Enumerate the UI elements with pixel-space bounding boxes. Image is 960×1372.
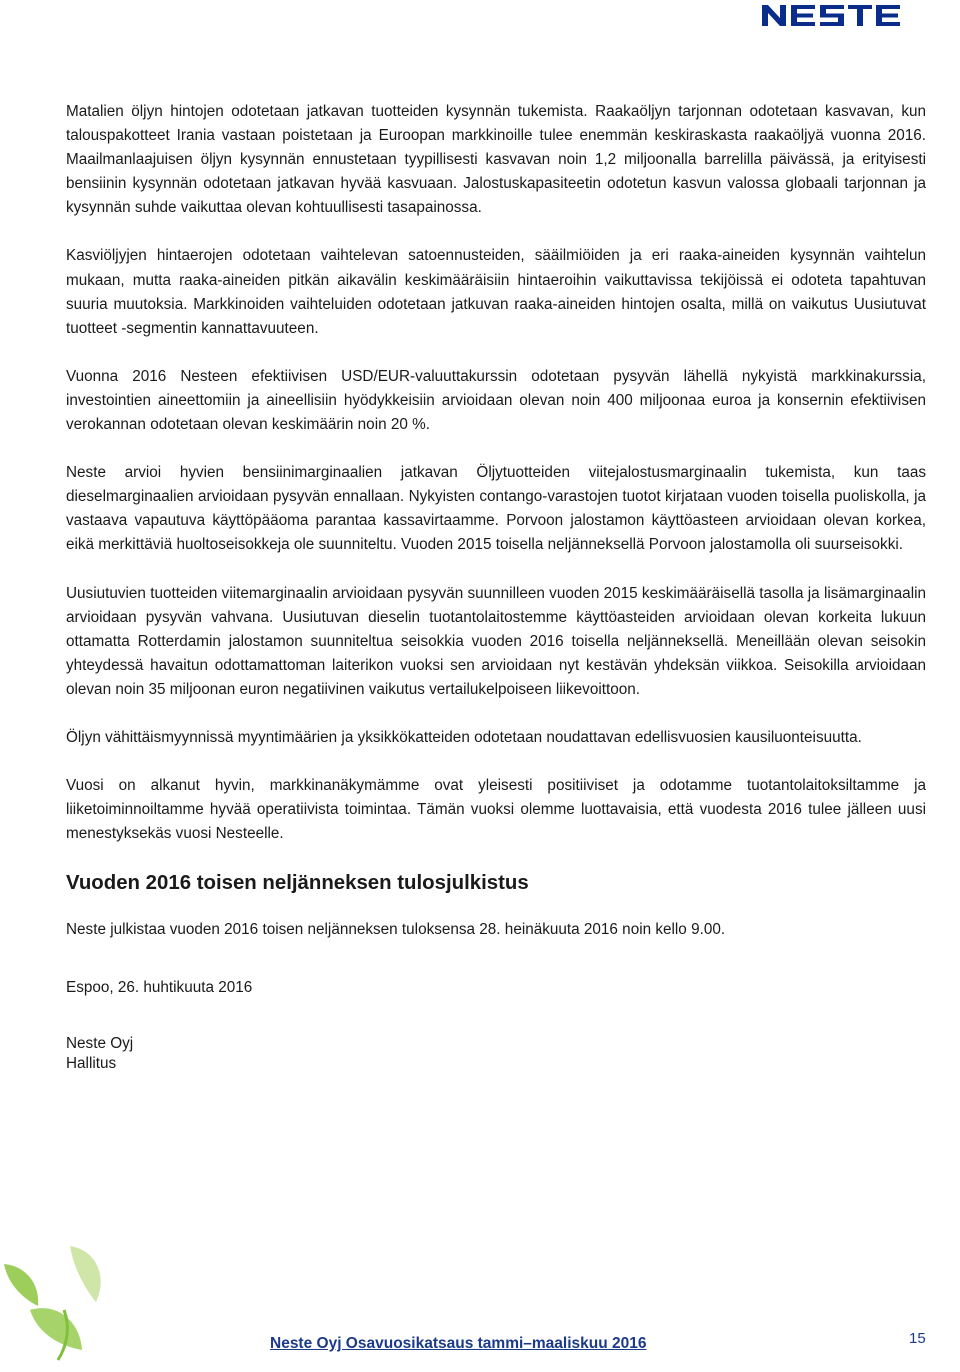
- paragraph-oil-products: Neste arvioi hyvien bensiinimarginaalien jatkavan Öljytuotteiden viitejalostusmarginaalin tukemista, kun taas dieselmarginaalien arvioidaan pysyvän ennallaan. Nykyisten contango-varastojen tuotot kirjataan vuoden toisella puoliskolla, ja vastaava vapautuva käyttöpääoma parantaa kassavirtaamme. Porvoon jalostamon käyttöasteen arvioidaan olevan korkea, eikä merkittäviä huoltoseisokkeja ole suunniteltu. Vuoden 2015 toisella neljänneksellä Porvoon jalostamolla oli suurseisokki.: [66, 464, 926, 554]
- paragraph-vegetable-oil: Kasviöljyjen hintaerojen odotetaan vaihtelevan satoennusteiden, sääilmiöiden ja eri raaka-aineiden kysynnän vaihtelun mukaan, mutta raaka-aineiden pitkän aikavälin keskimääräisiin hintaeroihin vaikuttavissa tekijöissä ei odoteta tapahtuvan suuria muutoksia. Markkinoiden vaihteluiden odotetaan jatkuvan raaka-aineiden hintojen osalta, millä on vaikutus Uusiutuvat tuotteet -segmentin kannattavuuteen.: [66, 247, 926, 337]
- page-number: 15: [909, 1330, 926, 1347]
- signature-board: Hallitus: [66, 1055, 117, 1073]
- paragraph-outlook: Vuosi on alkanut hyvin, markkinanäkymämme ovat yleisesti positiiviset ja odotamme tuotantolaitoksiltamme ja liiketoiminnoiltamme hyvää operatiivista toimintaa. Tämän vuoksi olemme luottavaisia, että vuodesta 2016 tulee jälleen uusi menestyksekäs vuosi Nesteelle.: [66, 777, 926, 843]
- report-body: [66, 100, 926, 1074]
- paragraph-retail: Öljyn vähittäismyynnissä myyntimäärien ja yksikkökatteiden odotetaan noudattavan edellisvuosien kausiluonteisuutta.: [66, 728, 862, 746]
- paragraph-oil-demand: Matalien öljyn hintojen odotetaan jatkavan tuotteiden kysynnän tukemista. Raakaöljyn tarjonnan odotetaan kasvavan, kun talouspakotteet Irania vastaan poistetaan ja Euroopan markkinoille tulee enemmän keskiraskasta raakaöljyä vuonna 2016. Maailmanlaajuisen öljyn kysynnän ennustetaan tyypillisesti kasvavan noin 1,2 miljoonalla barrelilla päivässä, ja erityisesti bensiinin kysynnän odotetaan jatkavan hyvää kasvuaan. Jalostuskapasiteetin odotetun kasvun valossa globaali tarjonnan ja kysynnän suhde vaikuttaa olevan kohtuullisesti tasapainossa.: [66, 103, 926, 217]
- neste-logo: [760, 0, 912, 32]
- paragraph-currency-investments: Vuonna 2016 Nesteen efektiivisen USD/EUR-valuuttakurssin odotetaan pysyvän lähellä nykyistä markkinakurssia, investointien aineettomiin ja aineellisiin hyödykkeisiin arvioidaan olevan noin 400 miljoonaa euroa ja konsernin efektiivisen verokannan odotetaan olevan keskimäärin noin 20 %.: [66, 367, 926, 434]
- paragraph-renewables: Uusiutuvien tuotteiden viitemarginaalin arvioidaan pysyvän suunnilleen vuoden 2015 keskimääräisellä tasolla ja lisämarginaalin arvioidaan pysyvän vahvana. Uusiutuvan dieselin tuotantolaitostemme käyttöasteiden arvioidaan olevan korkeita lukuun ottamatta Rotterdamin jalostamon suunniteltua seisokkia vuoden 2016 toisella neljänneksellä. Meneillään olevan seisokin yhteydessä havaitun odottamattoman laiterikon vuoksi sen arvioidaan nyt kestävän yhdeksän viikkoa. Seisokilla arvioidaan olevan noin 35 miljoonan euron negatiivinen vaikutus vertailukelpoiseen liikevoittoon.: [66, 584, 926, 698]
- release-note: Neste julkistaa vuoden 2016 toisen neljänneksen tuloksensa 28. heinäkuuta 2016 noin kello 9.00.: [66, 921, 726, 939]
- section-heading: Vuoden 2016 toisen neljänneksen tulosjulkistus: [66, 872, 529, 895]
- footer-title: Neste Oyj Osavuosikatsaus tammi–maaliskuu 2016: [270, 1335, 647, 1352]
- signature-company: Neste Oyj: [66, 1035, 134, 1053]
- place-date: Espoo, 26. huhtikuuta 2016: [66, 979, 253, 997]
- neste-logo-graphic: [760, 0, 912, 32]
- leaf-logo-icon: [0, 1240, 130, 1367]
